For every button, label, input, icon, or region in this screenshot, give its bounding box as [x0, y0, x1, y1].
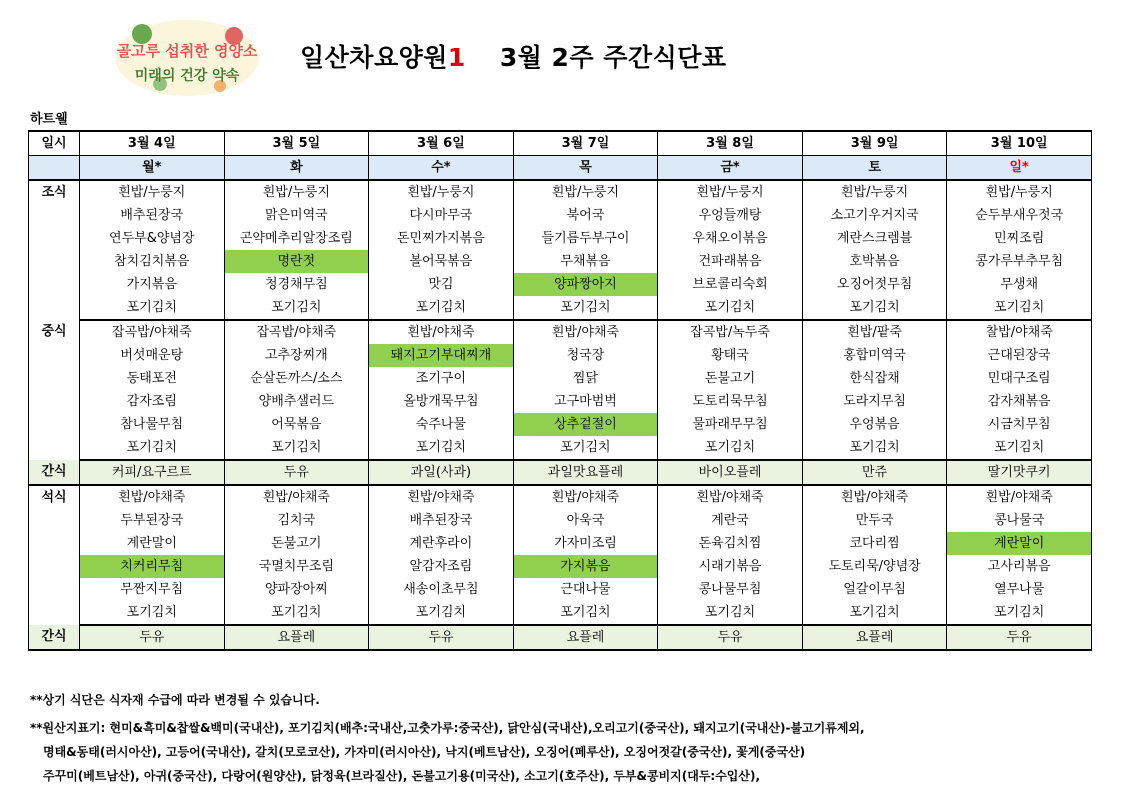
menu-cell: 흰밥/야채죽: [224, 485, 369, 509]
logo-line2: 미래의 건강 약속: [134, 68, 240, 84]
menu-cell: 돼지고기부대찌개: [369, 344, 514, 367]
menu-cell: 얼갈이무침: [802, 578, 947, 601]
menu-cell: 콩나물무침: [658, 578, 803, 601]
menu-cell: 가지볶음: [80, 273, 225, 296]
menu-cell: 배추된장국: [80, 204, 225, 227]
menu-cell: 시금치무침: [947, 413, 1092, 436]
menu-cell: 순살돈까스/소스: [224, 367, 369, 390]
menu-cell: 무채볶음: [513, 250, 658, 273]
menu-cell: 연두부&양념장: [80, 227, 225, 250]
menu-cell: 감자조림: [80, 390, 225, 413]
menu-cell: 과일맛요플레: [513, 460, 658, 485]
menu-cell: 계란말이: [80, 532, 225, 555]
menu-cell: 배추된장국: [369, 509, 514, 532]
table-row: [29, 180, 1092, 204]
menu-cell: 흰밥/누룽지: [369, 180, 514, 204]
menu-cell: 맛김: [369, 273, 514, 296]
menu-cell: 브로콜리숙회: [658, 273, 803, 296]
facility-subtitle: 하트웰: [30, 112, 68, 127]
menu-cell: 포기김치: [224, 296, 369, 320]
date-cell: 3월 6일: [369, 131, 514, 156]
table-row: [29, 555, 1092, 578]
weekday-cell: 금*: [658, 156, 803, 181]
menu-cell: 볼어묵볶음: [369, 250, 514, 273]
table-row: [29, 509, 1092, 532]
menu-cell: 순두부새우젓국: [947, 204, 1092, 227]
menu-cell: 포기김치: [513, 296, 658, 320]
menu-cell: 포기김치: [947, 296, 1092, 320]
menu-cell: 흰밥/야채죽: [658, 485, 803, 509]
table-row: [29, 250, 1092, 273]
menu-cell: 오징어젓무침: [802, 273, 947, 296]
menu-cell: 포기김치: [802, 436, 947, 460]
table-row: [29, 320, 1092, 344]
menu-cell: 무짠지무침: [80, 578, 225, 601]
menu-cell: 돈불고기: [224, 532, 369, 555]
weekday-row: [29, 156, 1092, 181]
label-header: 일시: [29, 131, 80, 156]
menu-cell: 근대나물: [513, 578, 658, 601]
menu-cell: 흰밥/누룽지: [224, 180, 369, 204]
menu-cell: 우엉볶음: [802, 413, 947, 436]
menu-cell: 잡곡밥/녹두죽: [658, 320, 803, 344]
menu-cell: 흰밥/야채죽: [369, 320, 514, 344]
table-row: [29, 625, 1092, 650]
menu-cell: 도라지무침: [802, 390, 947, 413]
menu-cell: 시래기볶음: [658, 555, 803, 578]
menu-cell: 과일(사과): [369, 460, 514, 485]
menu-cell: 흰밥/야채죽: [369, 485, 514, 509]
meal-label: 간식: [29, 460, 80, 485]
menu-cell: 포기김치: [802, 601, 947, 625]
date-cell: 3월 5일: [224, 131, 369, 156]
menu-cell: 도토리묵무침: [658, 390, 803, 413]
menu-cell: 민찌조림: [947, 227, 1092, 250]
menu-cell: 흰밥/누룽지: [513, 180, 658, 204]
table-row: [29, 532, 1092, 555]
title-facility: 일산차요양원: [300, 43, 448, 72]
menu-cell: 콩나물국: [947, 509, 1092, 532]
menu-cell: 흰밥/누룽지: [947, 180, 1092, 204]
menu-cell: 맑은미역국: [224, 204, 369, 227]
date-cell: 3월 9일: [802, 131, 947, 156]
menu-cell: 포기김치: [369, 436, 514, 460]
menu-cell: 딸기맛쿠키: [947, 460, 1092, 485]
menu-cell: 참치김치볶음: [80, 250, 225, 273]
date-cell: 3월 8일: [658, 131, 803, 156]
menu-cell: 흰밥/야채죽: [802, 485, 947, 509]
menu-cell: 김치국: [224, 509, 369, 532]
menu-cell: 포기김치: [513, 601, 658, 625]
menu-cell: 버섯매운탕: [80, 344, 225, 367]
note-change-notice: **상기 식단은 식자재 수급에 따라 변경될 수 있습니다.: [30, 693, 320, 707]
table-row: [29, 485, 1092, 509]
table-row: [29, 390, 1092, 413]
menu-cell: 포기김치: [658, 296, 803, 320]
menu-cell: 청국장: [513, 344, 658, 367]
menu-cell: 계란국: [658, 509, 803, 532]
table-row: [29, 460, 1092, 485]
title-number: 1: [447, 43, 466, 72]
weekday-cell: 일*: [947, 156, 1092, 181]
menu-cell: 호박볶음: [802, 250, 947, 273]
table-row: [29, 227, 1092, 250]
menu-cell: 아욱국: [513, 509, 658, 532]
note-origin-line1: **원산지표기: 현미&흑미&찹쌀&백미(국내산), 포기김치(배추:국내산,고춧가루:중국산), 닭안심(국내산),오리고기(중국산), 돼지고기(국내산)-불고기류제외,: [30, 721, 865, 735]
menu-cell: 포기김치: [80, 436, 225, 460]
menu-cell: 돈육김치찜: [658, 532, 803, 555]
menu-cell: 곤약메추리알장조림: [224, 227, 369, 250]
date-cell: 3월 4일: [80, 131, 225, 156]
menu-cell: 두유: [80, 625, 225, 650]
date-cell: 3월 10일: [947, 131, 1092, 156]
menu-cell: 찜닭: [513, 367, 658, 390]
menu-cell: 두유: [224, 460, 369, 485]
menu-cell: 만쥬: [802, 460, 947, 485]
weekday-label-empty: [29, 156, 80, 181]
menu-cell: 흰밥/야채죽: [80, 485, 225, 509]
menu-cell: 포기김치: [369, 296, 514, 320]
menu-cell: 참나물무침: [80, 413, 225, 436]
menu-cell: 계란말이: [947, 532, 1092, 555]
menu-cell: 두유: [658, 625, 803, 650]
menu-cell: 돈불고기: [658, 367, 803, 390]
menu-cell: 새송이초무침: [369, 578, 514, 601]
menu-cell: 청경채무침: [224, 273, 369, 296]
menu-cell: 계란후라이: [369, 532, 514, 555]
menu-cell: 건파래볶음: [658, 250, 803, 273]
menu-cell: 포기김치: [80, 601, 225, 625]
menu-cell: 코다리찜: [802, 532, 947, 555]
table-row: [29, 436, 1092, 460]
menu-cell: 다시마무국: [369, 204, 514, 227]
notes: [30, 688, 865, 788]
menu-cell: 흰밥/누룽지: [658, 180, 803, 204]
meal-label: 간식: [29, 625, 80, 650]
weekday-cell: 화: [224, 156, 369, 181]
meal-label: 중식: [29, 320, 80, 460]
menu-cell: 한식잡채: [802, 367, 947, 390]
menu-cell: 돈민찌가지볶음: [369, 227, 514, 250]
menu-cell: 물파래무무침: [658, 413, 803, 436]
table-row: [29, 601, 1092, 625]
menu-cell: 도토리묵/양념장: [802, 555, 947, 578]
menu-cell: 조기구이: [369, 367, 514, 390]
menu-cell: 요플레: [513, 625, 658, 650]
menu-cell: 근대된장국: [947, 344, 1092, 367]
meal-label: 석식: [29, 485, 80, 625]
menu-cell: 만두국: [802, 509, 947, 532]
menu-cell: 두부된장국: [80, 509, 225, 532]
menu-cell: 요플레: [802, 625, 947, 650]
logo-line1: 골고루 섭취한 영양소: [116, 42, 258, 60]
menu-cell: 잡곡밥/야채죽: [80, 320, 225, 344]
menu-cell: 무생채: [947, 273, 1092, 296]
menu-cell: 고사리볶음: [947, 555, 1092, 578]
menu-cell: 양파짱아지: [513, 273, 658, 296]
menu-cell: 올방개묵무침: [369, 390, 514, 413]
menu-cell: 고구마범벅: [513, 390, 658, 413]
menu-cell: 열무나물: [947, 578, 1092, 601]
menu-cell: 잡곡밥/야채죽: [224, 320, 369, 344]
table-row: [29, 273, 1092, 296]
meal-label: 조식: [29, 180, 80, 320]
menu-cell: 동태포전: [80, 367, 225, 390]
menu-cell: 상추겉절이: [513, 413, 658, 436]
weekday-cell: 월*: [80, 156, 225, 181]
menu-cell: 바이오플레: [658, 460, 803, 485]
date-header-row: [29, 131, 1092, 156]
table-row: [29, 413, 1092, 436]
menu-cell: 소고기우거지국: [802, 204, 947, 227]
menu-cell: 흰밥/누룽지: [80, 180, 225, 204]
table-row: [29, 344, 1092, 367]
menu-cell: 어묵볶음: [224, 413, 369, 436]
menu-cell: 고추장찌개: [224, 344, 369, 367]
menu-cell: 감자채볶음: [947, 390, 1092, 413]
menu-cell: 계란스크렘블: [802, 227, 947, 250]
menu-cell: 양파장아찌: [224, 578, 369, 601]
menu-cell: 숙주나물: [369, 413, 514, 436]
menu-cell: 포기김치: [947, 436, 1092, 460]
menu-cell: 홍합미역국: [802, 344, 947, 367]
menu-cell: 포기김치: [658, 601, 803, 625]
menu-cell: 찰밥/야채죽: [947, 320, 1092, 344]
table-row: [29, 296, 1092, 320]
menu-cell: 치커리무침: [80, 555, 225, 578]
menu-cell: 포기김치: [947, 601, 1092, 625]
weekday-cell: 목: [513, 156, 658, 181]
page-title: [300, 38, 727, 74]
menu-cell: 흰밥/야채죽: [513, 320, 658, 344]
menu-cell: 두유: [947, 625, 1092, 650]
menu-cell: 우엉들깨탕: [658, 204, 803, 227]
menu-cell: 포기김치: [224, 436, 369, 460]
note-origin-line3: 주꾸미(베트남산), 아귀(중국산), 다랑어(원양산), 닭정육(브라질산), 돈불고기용(미국산), 소고기(호주산), 두부&콩비지(대두:수입산),: [43, 769, 761, 783]
menu-cell: 우채오이볶음: [658, 227, 803, 250]
menu-cell: 흰밥/팥죽: [802, 320, 947, 344]
menu-cell: 양배추샐러드: [224, 390, 369, 413]
note-origin-line2: 명태&동태(러시아산), 고등어(국내산), 갈치(모로코산), 가자미(러시아산), 낙지(베트남산), 오징어(페루산), 오징어젓갈(중국산), 꽃게(중국산): [43, 745, 806, 759]
menu-cell: 흰밥/누룽지: [802, 180, 947, 204]
menu-cell: 포기김치: [369, 601, 514, 625]
menu-cell: 국멸치무조림: [224, 555, 369, 578]
weekday-cell: 수*: [369, 156, 514, 181]
menu-cell: 포기김치: [224, 601, 369, 625]
table-row: [29, 204, 1092, 227]
menu-cell: 포기김치: [658, 436, 803, 460]
menu-cell: 흰밥/야채죽: [513, 485, 658, 509]
menu-cell: 포기김치: [513, 436, 658, 460]
menu-cell: 민대구조림: [947, 367, 1092, 390]
table-row: [29, 578, 1092, 601]
menu-cell: 가지볶음: [513, 555, 658, 578]
menu-cell: 커피/요구르트: [80, 460, 225, 485]
menu-cell: 알감자조림: [369, 555, 514, 578]
menu-cell: 포기김치: [802, 296, 947, 320]
logo-emblem: [112, 14, 262, 98]
date-cell: 3월 7일: [513, 131, 658, 156]
menu-cell: 포기김치: [80, 296, 225, 320]
menu-cell: 콩가루부추무침: [947, 250, 1092, 273]
menu-cell: 두유: [369, 625, 514, 650]
menu-cell: 명란젓: [224, 250, 369, 273]
table-row: [29, 367, 1092, 390]
menu-cell: 요플레: [224, 625, 369, 650]
menu-cell: 흰밥/야채죽: [947, 485, 1092, 509]
menu-cell: 가자미조림: [513, 532, 658, 555]
weekday-cell: 토: [802, 156, 947, 181]
weekly-menu-table: [28, 130, 1092, 651]
menu-cell: 황태국: [658, 344, 803, 367]
menu-cell: 북어국: [513, 204, 658, 227]
title-week: 3월 2주 주간식단표: [499, 43, 727, 72]
menu-cell: 들기름두부구이: [513, 227, 658, 250]
